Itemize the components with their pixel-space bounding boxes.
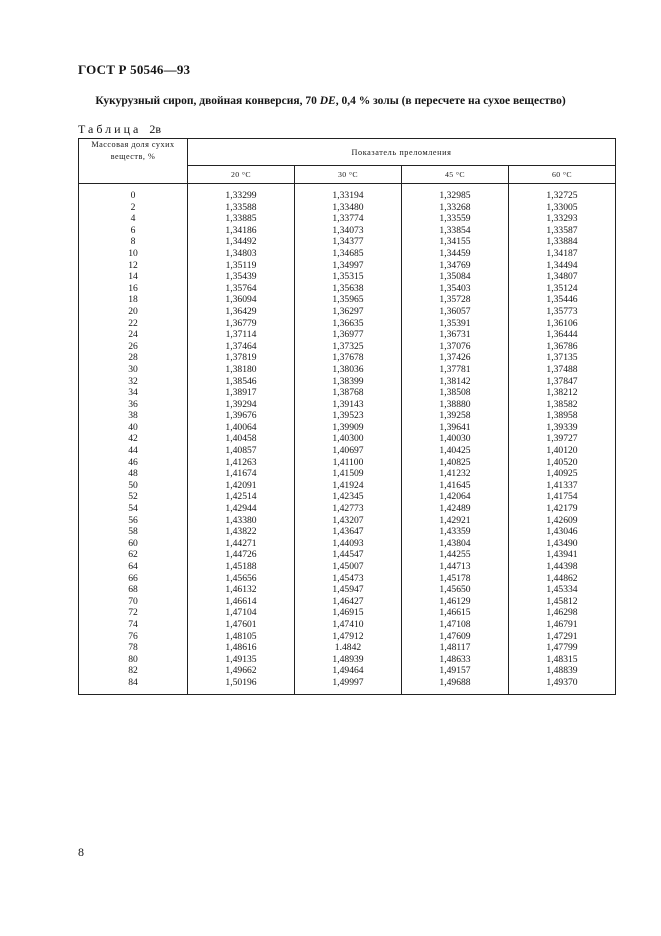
cell-ri-30c: 1.4842 <box>295 642 402 654</box>
cell-ri-20c: 1,36094 <box>188 294 295 306</box>
cell-ri-30c: 1,49464 <box>295 665 402 677</box>
table-row <box>79 433 616 445</box>
cell-mass-fraction: 48 <box>79 468 188 480</box>
cell-mass-fraction: 68 <box>79 584 188 596</box>
cell-ri-20c: 1,42091 <box>188 480 295 492</box>
cell-ri-45c: 1,38142 <box>402 376 509 388</box>
cell-ri-45c: 1,34155 <box>402 236 509 248</box>
cell-mass-fraction: 20 <box>79 306 188 318</box>
subtitle-italic: DE <box>319 95 336 107</box>
cell-ri-60c: 1,34187 <box>509 248 616 260</box>
cell-ri-30c: 1,35638 <box>295 283 402 295</box>
cell-ri-45c: 1,44713 <box>402 561 509 573</box>
cell-ri-30c: 1,42773 <box>295 503 402 515</box>
cell-ri-30c: 1,41924 <box>295 480 402 492</box>
cell-ri-45c: 1,36731 <box>402 329 509 341</box>
cell-ri-30c: 1,46427 <box>295 596 402 608</box>
cell-ri-20c: 1,38917 <box>188 387 295 399</box>
cell-ri-60c: 1,40520 <box>509 457 616 469</box>
table-row <box>79 677 616 694</box>
cell-ri-45c: 1,33854 <box>402 225 509 237</box>
cell-ri-20c: 1,34186 <box>188 225 295 237</box>
cell-ri-20c: 1,38546 <box>188 376 295 388</box>
cell-ri-60c: 1,42609 <box>509 515 616 527</box>
cell-ri-30c: 1,34997 <box>295 260 402 272</box>
table-row <box>79 318 616 330</box>
cell-ri-45c: 1,35728 <box>402 294 509 306</box>
cell-ri-20c: 1,36779 <box>188 318 295 330</box>
cell-ri-60c: 1,32725 <box>509 190 616 202</box>
cell-ri-20c: 1,35764 <box>188 283 295 295</box>
table-body <box>79 184 616 695</box>
cell-ri-45c: 1,46129 <box>402 596 509 608</box>
cell-ri-45c: 1,47609 <box>402 631 509 643</box>
table-row <box>79 294 616 306</box>
header-temp-45: 45 °C <box>402 166 509 184</box>
table-row <box>79 584 616 596</box>
cell-ri-20c: 1,34492 <box>188 236 295 248</box>
table-row <box>79 596 616 608</box>
table-row <box>79 225 616 237</box>
cell-ri-30c: 1,33194 <box>295 190 402 202</box>
cell-mass-fraction: 60 <box>79 538 188 550</box>
subtitle-part-2: , 0,4 % золы (в пересчете на сухое вещество) <box>335 95 566 107</box>
cell-ri-30c: 1,48939 <box>295 654 402 666</box>
cell-ri-45c: 1,43804 <box>402 538 509 550</box>
cell-mass-fraction: 0 <box>79 190 188 202</box>
cell-ri-20c: 1,45656 <box>188 573 295 585</box>
cell-ri-45c: 1,42064 <box>402 491 509 503</box>
cell-ri-60c: 1,39339 <box>509 422 616 434</box>
cell-ri-20c: 1,37114 <box>188 329 295 341</box>
cell-mass-fraction: 84 <box>79 677 188 694</box>
table-row <box>79 190 616 202</box>
cell-ri-20c: 1,42944 <box>188 503 295 515</box>
cell-mass-fraction: 2 <box>79 202 188 214</box>
table-row <box>79 445 616 457</box>
cell-ri-20c: 1,39676 <box>188 410 295 422</box>
cell-ri-20c: 1,42514 <box>188 491 295 503</box>
table-row <box>79 306 616 318</box>
header-temp-30: 30 °C <box>295 166 402 184</box>
cell-ri-20c: 1,40064 <box>188 422 295 434</box>
cell-ri-20c: 1,41674 <box>188 468 295 480</box>
cell-ri-30c: 1,47912 <box>295 631 402 643</box>
cell-ri-45c: 1,34459 <box>402 248 509 260</box>
table-label <box>78 122 161 137</box>
table-row <box>79 341 616 353</box>
cell-ri-20c: 1,50196 <box>188 677 295 694</box>
cell-mass-fraction: 34 <box>79 387 188 399</box>
cell-ri-60c: 1,42179 <box>509 503 616 515</box>
cell-ri-45c: 1,37426 <box>402 352 509 364</box>
table-row <box>79 283 616 295</box>
cell-ri-60c: 1,47799 <box>509 642 616 654</box>
table-row <box>79 538 616 550</box>
table-row <box>79 352 616 364</box>
cell-ri-30c: 1,34073 <box>295 225 402 237</box>
cell-ri-45c: 1,47108 <box>402 619 509 631</box>
cell-mass-fraction: 4 <box>79 213 188 225</box>
cell-mass-fraction: 50 <box>79 480 188 492</box>
table-row <box>79 573 616 585</box>
cell-ri-30c: 1,46915 <box>295 607 402 619</box>
cell-ri-20c: 1,49662 <box>188 665 295 677</box>
cell-mass-fraction: 62 <box>79 549 188 561</box>
cell-ri-60c: 1,45334 <box>509 584 616 596</box>
cell-ri-45c: 1,48633 <box>402 654 509 666</box>
cell-ri-30c: 1,34685 <box>295 248 402 260</box>
cell-ri-60c: 1,48839 <box>509 665 616 677</box>
header-refraction-index: Показатель преломления <box>188 139 616 166</box>
cell-ri-45c: 1,42921 <box>402 515 509 527</box>
cell-mass-fraction: 14 <box>79 271 188 283</box>
table-row <box>79 491 616 503</box>
header-temp-20: 20 °C <box>188 166 295 184</box>
cell-ri-30c: 1,39909 <box>295 422 402 434</box>
cell-ri-20c: 1,44726 <box>188 549 295 561</box>
cell-mass-fraction: 82 <box>79 665 188 677</box>
cell-ri-60c: 1,34807 <box>509 271 616 283</box>
cell-ri-30c: 1,37678 <box>295 352 402 364</box>
cell-ri-30c: 1,40300 <box>295 433 402 445</box>
cell-mass-fraction: 16 <box>79 283 188 295</box>
cell-ri-30c: 1,45473 <box>295 573 402 585</box>
cell-ri-60c: 1,44398 <box>509 561 616 573</box>
cell-ri-45c: 1,41232 <box>402 468 509 480</box>
cell-mass-fraction: 72 <box>79 607 188 619</box>
cell-ri-45c: 1,40825 <box>402 457 509 469</box>
cell-ri-30c: 1,45947 <box>295 584 402 596</box>
cell-ri-45c: 1,39641 <box>402 422 509 434</box>
cell-ri-45c: 1,45178 <box>402 573 509 585</box>
cell-ri-60c: 1,38958 <box>509 410 616 422</box>
cell-ri-45c: 1,48117 <box>402 642 509 654</box>
cell-mass-fraction: 52 <box>79 491 188 503</box>
cell-ri-30c: 1,40697 <box>295 445 402 457</box>
table-row <box>79 480 616 492</box>
table-row <box>79 549 616 561</box>
cell-ri-20c: 1,39294 <box>188 399 295 411</box>
cell-ri-30c: 1,33774 <box>295 213 402 225</box>
table-row <box>79 526 616 538</box>
table-row <box>79 410 616 422</box>
cell-ri-20c: 1,34803 <box>188 248 295 260</box>
refraction-table <box>78 138 616 695</box>
cell-ri-30c: 1,41100 <box>295 457 402 469</box>
cell-ri-20c: 1,40458 <box>188 433 295 445</box>
cell-ri-30c: 1,44093 <box>295 538 402 550</box>
cell-ri-45c: 1,35403 <box>402 283 509 295</box>
cell-ri-45c: 1,46615 <box>402 607 509 619</box>
table-row <box>79 213 616 225</box>
cell-ri-60c: 1,45812 <box>509 596 616 608</box>
cell-ri-60c: 1,43941 <box>509 549 616 561</box>
table-row <box>79 561 616 573</box>
cell-ri-45c: 1,35084 <box>402 271 509 283</box>
table-row <box>79 248 616 260</box>
cell-ri-60c: 1,39727 <box>509 433 616 445</box>
table-row <box>79 631 616 643</box>
cell-ri-60c: 1,33293 <box>509 213 616 225</box>
cell-ri-45c: 1,44255 <box>402 549 509 561</box>
cell-ri-20c: 1,46614 <box>188 596 295 608</box>
cell-ri-45c: 1,33559 <box>402 213 509 225</box>
cell-ri-60c: 1,38582 <box>509 399 616 411</box>
cell-ri-30c: 1,43647 <box>295 526 402 538</box>
table-row <box>79 642 616 654</box>
cell-ri-30c: 1,37325 <box>295 341 402 353</box>
table-subtitle <box>0 95 661 107</box>
table-row <box>79 457 616 469</box>
cell-mass-fraction: 80 <box>79 654 188 666</box>
table-row <box>79 399 616 411</box>
table-row <box>79 260 616 272</box>
table-row <box>79 468 616 480</box>
cell-ri-60c: 1,44862 <box>509 573 616 585</box>
cell-ri-30c: 1,45007 <box>295 561 402 573</box>
cell-ri-20c: 1,33588 <box>188 202 295 214</box>
cell-mass-fraction: 18 <box>79 294 188 306</box>
cell-ri-60c: 1,46298 <box>509 607 616 619</box>
cell-ri-60c: 1,37847 <box>509 376 616 388</box>
cell-ri-20c: 1,48105 <box>188 631 295 643</box>
cell-ri-20c: 1,35439 <box>188 271 295 283</box>
cell-mass-fraction: 12 <box>79 260 188 272</box>
cell-ri-20c: 1,45188 <box>188 561 295 573</box>
cell-ri-45c: 1,37076 <box>402 341 509 353</box>
cell-ri-60c: 1,36786 <box>509 341 616 353</box>
table-row <box>79 515 616 527</box>
cell-ri-20c: 1,33299 <box>188 190 295 202</box>
cell-ri-20c: 1,48616 <box>188 642 295 654</box>
cell-mass-fraction: 22 <box>79 318 188 330</box>
cell-ri-20c: 1,37819 <box>188 352 295 364</box>
cell-ri-45c: 1,41645 <box>402 480 509 492</box>
cell-ri-60c: 1,33587 <box>509 225 616 237</box>
cell-ri-60c: 1,43490 <box>509 538 616 550</box>
cell-ri-60c: 1,33005 <box>509 202 616 214</box>
table-label-number: 2в <box>149 122 161 136</box>
cell-ri-30c: 1,36977 <box>295 329 402 341</box>
cell-ri-45c: 1,38508 <box>402 387 509 399</box>
cell-ri-60c: 1,33884 <box>509 236 616 248</box>
cell-ri-20c: 1,35119 <box>188 260 295 272</box>
cell-ri-30c: 1,47410 <box>295 619 402 631</box>
cell-ri-20c: 1,43380 <box>188 515 295 527</box>
cell-ri-30c: 1,39143 <box>295 399 402 411</box>
cell-ri-60c: 1,49370 <box>509 677 616 694</box>
cell-ri-60c: 1,34494 <box>509 260 616 272</box>
cell-ri-30c: 1,36297 <box>295 306 402 318</box>
cell-ri-45c: 1,35391 <box>402 318 509 330</box>
cell-ri-45c: 1,42489 <box>402 503 509 515</box>
cell-ri-45c: 1,39258 <box>402 410 509 422</box>
cell-mass-fraction: 6 <box>79 225 188 237</box>
table-row <box>79 422 616 434</box>
cell-ri-45c: 1,40030 <box>402 433 509 445</box>
cell-ri-30c: 1,49997 <box>295 677 402 694</box>
cell-ri-60c: 1,48315 <box>509 654 616 666</box>
cell-ri-45c: 1,36057 <box>402 306 509 318</box>
cell-ri-30c: 1,36635 <box>295 318 402 330</box>
cell-ri-45c: 1,33268 <box>402 202 509 214</box>
cell-ri-45c: 1,49157 <box>402 665 509 677</box>
cell-ri-60c: 1,47291 <box>509 631 616 643</box>
cell-mass-fraction: 10 <box>79 248 188 260</box>
table-row <box>79 665 616 677</box>
cell-ri-20c: 1,47104 <box>188 607 295 619</box>
cell-ri-20c: 1,37464 <box>188 341 295 353</box>
cell-mass-fraction: 42 <box>79 433 188 445</box>
cell-ri-60c: 1,35446 <box>509 294 616 306</box>
cell-ri-20c: 1,46132 <box>188 584 295 596</box>
cell-ri-45c: 1,34769 <box>402 260 509 272</box>
cell-mass-fraction: 46 <box>79 457 188 469</box>
cell-ri-20c: 1,41263 <box>188 457 295 469</box>
table-row <box>79 271 616 283</box>
cell-mass-fraction: 44 <box>79 445 188 457</box>
cell-mass-fraction: 36 <box>79 399 188 411</box>
table-row <box>79 236 616 248</box>
cell-ri-60c: 1,46791 <box>509 619 616 631</box>
table-row <box>79 607 616 619</box>
cell-mass-fraction: 66 <box>79 573 188 585</box>
cell-ri-20c: 1,44271 <box>188 538 295 550</box>
cell-ri-60c: 1,38212 <box>509 387 616 399</box>
cell-ri-20c: 1,47601 <box>188 619 295 631</box>
cell-ri-60c: 1,37488 <box>509 364 616 376</box>
page-number: 8 <box>78 845 84 859</box>
cell-mass-fraction: 24 <box>79 329 188 341</box>
table-row <box>79 329 616 341</box>
cell-ri-30c: 1,35965 <box>295 294 402 306</box>
cell-ri-20c: 1,40857 <box>188 445 295 457</box>
cell-ri-60c: 1,41337 <box>509 480 616 492</box>
cell-mass-fraction: 30 <box>79 364 188 376</box>
cell-mass-fraction: 32 <box>79 376 188 388</box>
cell-ri-45c: 1,45650 <box>402 584 509 596</box>
cell-mass-fraction: 40 <box>79 422 188 434</box>
table-row <box>79 619 616 631</box>
table-row <box>79 387 616 399</box>
cell-ri-20c: 1,43822 <box>188 526 295 538</box>
cell-ri-30c: 1,41509 <box>295 468 402 480</box>
cell-ri-30c: 1,43207 <box>295 515 402 527</box>
cell-ri-60c: 1,35124 <box>509 283 616 295</box>
cell-mass-fraction: 26 <box>79 341 188 353</box>
cell-ri-30c: 1,33480 <box>295 202 402 214</box>
cell-ri-30c: 1,38036 <box>295 364 402 376</box>
cell-mass-fraction: 58 <box>79 526 188 538</box>
cell-ri-60c: 1,40925 <box>509 468 616 480</box>
table-row <box>79 654 616 666</box>
cell-ri-30c: 1,35315 <box>295 271 402 283</box>
header-temp-60: 60 °C <box>509 166 616 184</box>
cell-mass-fraction: 54 <box>79 503 188 515</box>
cell-ri-30c: 1,38399 <box>295 376 402 388</box>
table-row <box>79 364 616 376</box>
cell-ri-60c: 1,35773 <box>509 306 616 318</box>
cell-ri-20c: 1,33885 <box>188 213 295 225</box>
cell-ri-60c: 1,43046 <box>509 526 616 538</box>
cell-ri-30c: 1,39523 <box>295 410 402 422</box>
cell-ri-45c: 1,38880 <box>402 399 509 411</box>
cell-mass-fraction: 8 <box>79 236 188 248</box>
cell-ri-45c: 1,49688 <box>402 677 509 694</box>
cell-ri-60c: 1,36444 <box>509 329 616 341</box>
cell-mass-fraction: 64 <box>79 561 188 573</box>
cell-mass-fraction: 28 <box>79 352 188 364</box>
cell-ri-60c: 1,40120 <box>509 445 616 457</box>
cell-ri-60c: 1,37135 <box>509 352 616 364</box>
cell-ri-45c: 1,40425 <box>402 445 509 457</box>
header-mass-fraction: Массовая доля сухих веществ, % <box>79 139 188 184</box>
cell-ri-20c: 1,49135 <box>188 654 295 666</box>
cell-ri-60c: 1,36106 <box>509 318 616 330</box>
table-row <box>79 503 616 515</box>
standard-header: ГОСТ Р 50546—93 <box>78 62 191 77</box>
cell-mass-fraction: 56 <box>79 515 188 527</box>
cell-mass-fraction: 78 <box>79 642 188 654</box>
table-label-word: Таблица <box>78 122 142 136</box>
cell-mass-fraction: 74 <box>79 619 188 631</box>
cell-mass-fraction: 38 <box>79 410 188 422</box>
cell-mass-fraction: 70 <box>79 596 188 608</box>
subtitle-part-1: Кукурузный сироп, двойная конверсия, 70 <box>95 95 320 107</box>
cell-ri-30c: 1,42345 <box>295 491 402 503</box>
cell-ri-60c: 1,41754 <box>509 491 616 503</box>
cell-mass-fraction: 76 <box>79 631 188 643</box>
cell-ri-30c: 1,34377 <box>295 236 402 248</box>
cell-ri-20c: 1,38180 <box>188 364 295 376</box>
cell-ri-30c: 1,44547 <box>295 549 402 561</box>
table-row <box>79 376 616 388</box>
table-row <box>79 202 616 214</box>
cell-ri-45c: 1,43359 <box>402 526 509 538</box>
cell-ri-30c: 1,38768 <box>295 387 402 399</box>
cell-ri-45c: 1,37781 <box>402 364 509 376</box>
cell-ri-45c: 1,32985 <box>402 190 509 202</box>
cell-ri-20c: 1,36429 <box>188 306 295 318</box>
